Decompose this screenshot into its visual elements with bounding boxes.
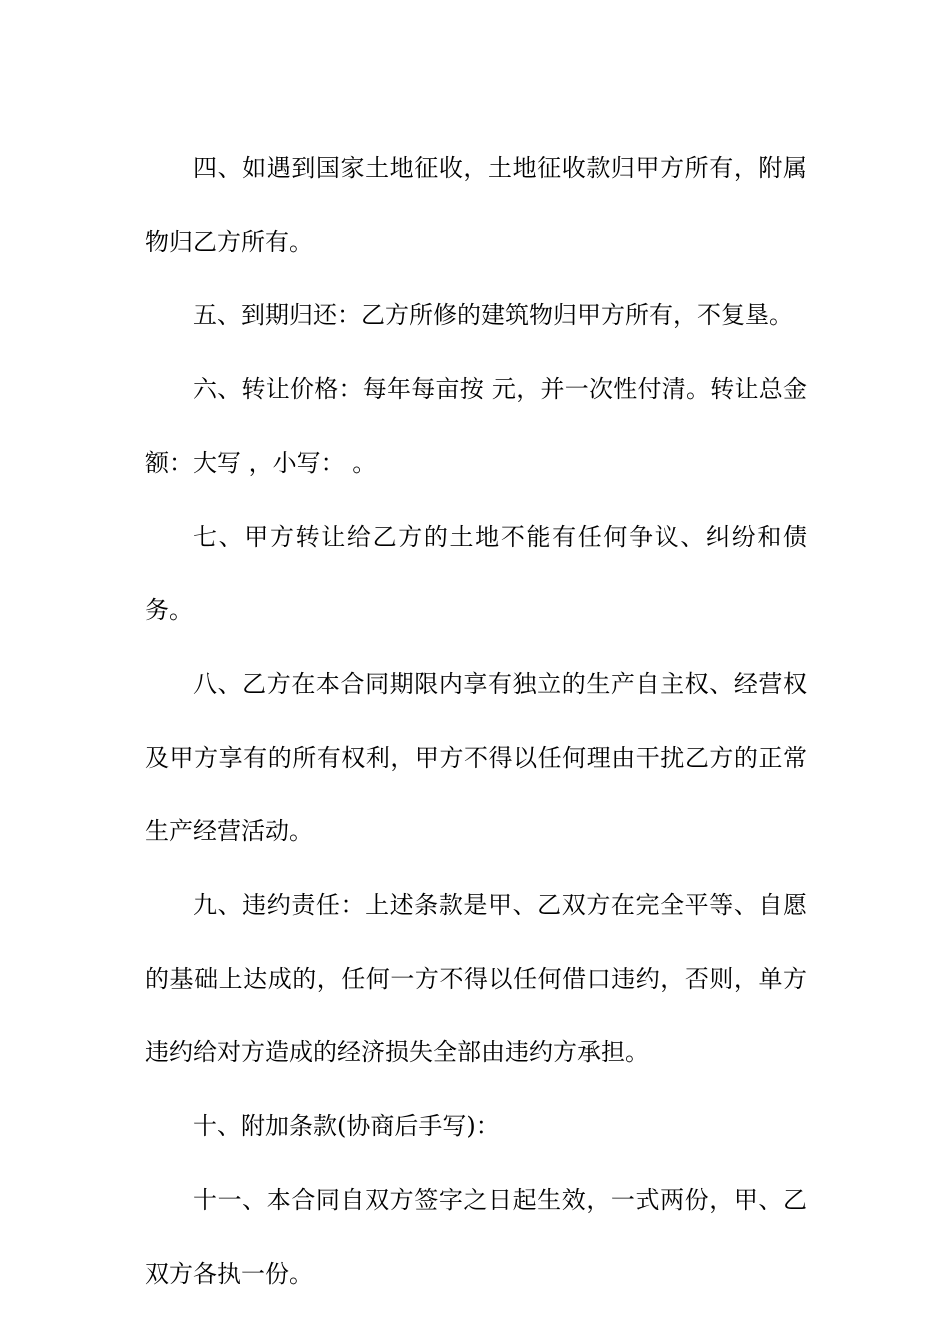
clause-10-additional-terms: 十、附加条款(协商后手写)： bbox=[193, 1112, 500, 1141]
clause-5-expiry-return: 五、到期归还：乙方所修的建筑物归甲方所有，不复垦。 bbox=[193, 301, 793, 330]
clause-7-no-disputes: 七、甲方转让给乙方的土地不能有任何争议、纠纷和债务。 bbox=[145, 522, 807, 625]
clause-11-effectiveness: 十一、本合同自双方签字之日起生效，一式两份，甲、乙双方各执一份。 bbox=[145, 1185, 807, 1288]
contract-body bbox=[145, 132, 807, 1311]
clause-6-transfer-price: 六、转让价格：每年每亩按 元，并一次性付清。转让总金额：大写 ，小写： 。 bbox=[145, 375, 807, 477]
clause-4-land-expropriation: 四、如遇到国家土地征收，土地征收款归甲方所有，附属物归乙方所有。 bbox=[145, 154, 807, 256]
clause-9-breach-liability: 九、违约责任：上述条款是甲、乙双方在完全平等、自愿的基础上达成的，任何一方不得以任何借口违约，否则，单方违约给对方造成的经济损失全部由违约方承担。 bbox=[145, 891, 807, 1067]
clause-8-operating-rights: 八、乙方在本合同期限内享有独立的生产自主权、经营权及甲方享有的所有权利，甲方不得以任何理由干扰乙方的正常生产经营活动。 bbox=[145, 669, 807, 846]
